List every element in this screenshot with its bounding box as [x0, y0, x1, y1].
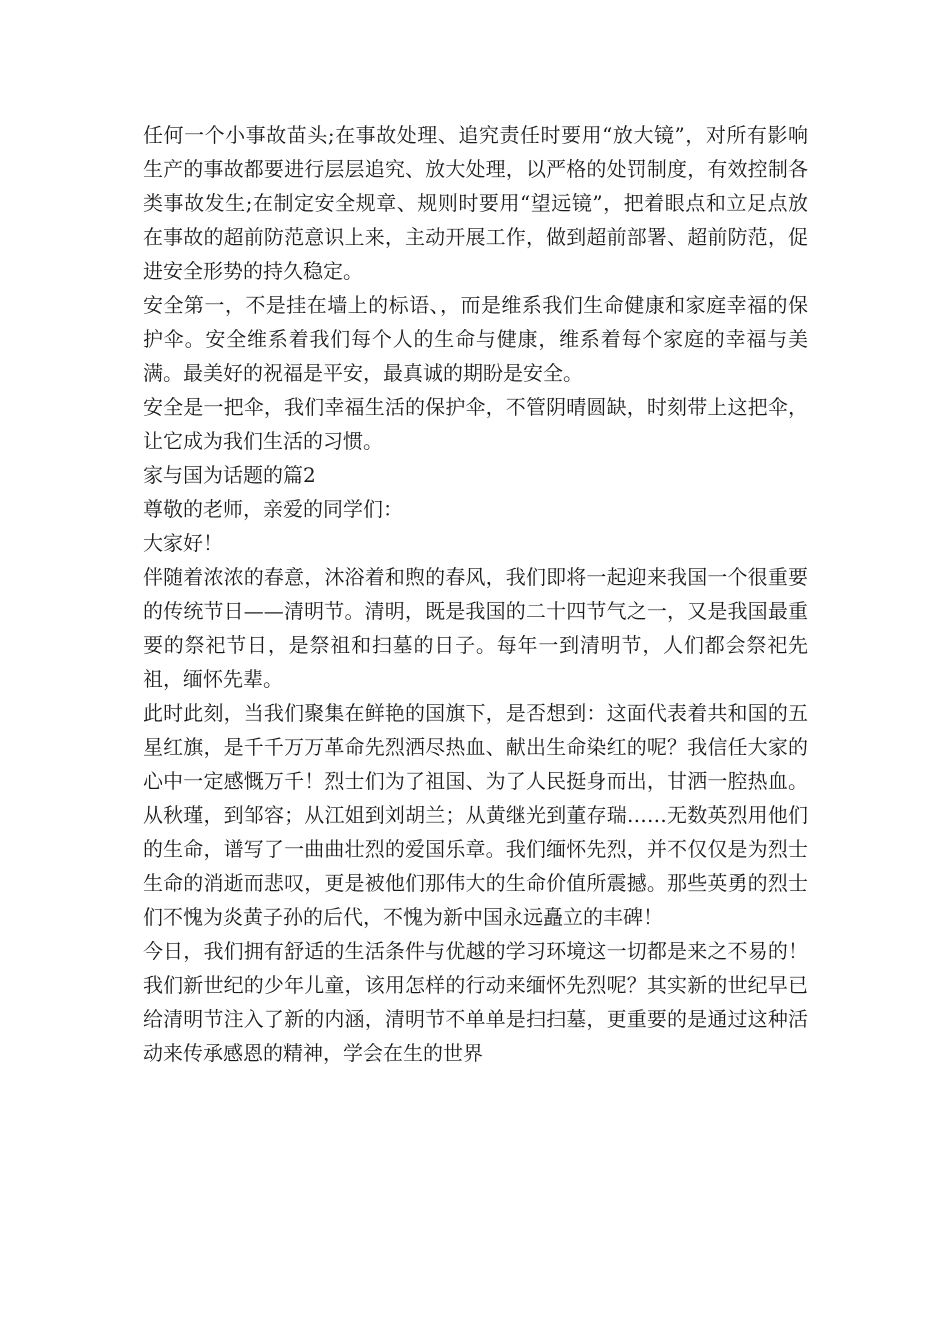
greeting: 大家好！ — [143, 531, 223, 555]
paragraph-safety-first: 安全第一，不是挂在墙上的标语、，而是维系我们生命健康和家庭幸福的保护伞。安全维系着我们每个人的生命与健康，维系着每个家庭的幸福与美满。最美好的祝福是平安，最真诚的期盼是安全。 — [143, 293, 808, 385]
paragraph-safety-tools: 任何一个小事故苗头;在事故处理、追究责任时要用“放大镜”，对所有影响生产的事故都要进行层层追究、放大处理，以严格的处罚制度，有效控制各类事故发生;在制定安全规章、规则时要用“望远镜”，把着眼点和立足点放在事故的超前防范意识上来，主动开展工作，做到超前部署、超前防范，促进安全形势的持久稳定。 — [143, 123, 808, 283]
salutation: 尊敬的老师，亲爱的同学们： — [143, 497, 403, 521]
paragraph-today: 今日，我们拥有舒适的生活条件与优越的学习环境这一切都是来之不易的！我们新世纪的少年儿童，该用怎样的行动来缅怀先烈呢？其实新的世纪早已给清明节注入了新的内涵，清明节不单单是扫扫墓，更重要的是通过这种活动来传承感恩的精神，学会在生的世界 — [143, 939, 808, 1065]
paragraph-qingming-intro: 伴随着浓浓的春意，沐浴着和煦的春风，我们即将一起迎来我国一个很重要的传统节日——清明节。清明，既是我国的二十四节气之一，又是我国最重要的祭祀节日，是祭祖和扫墓的日子。每年一到清明节，人们都会祭祀先祖，缅怀先辈。 — [143, 565, 808, 691]
paragraph-safety-umbrella: 安全是一把伞，我们幸福生活的保护伞，不管阴晴圆缺，时刻带上这把伞，让它成为我们生活的习惯。 — [143, 395, 808, 453]
document-page — [143, 118, 808, 1070]
paragraph-martyrs: 此时此刻，当我们聚集在鲜艳的国旗下，是否想到：这面代表着共和国的五星红旗，是千千万万革命先烈洒尽热血、献出生命染红的呢？我信任大家的心中一定感慨万千！烈士们为了祖国、为了人民挺身而出，甘洒一腔热血。从秋瑾，到邹容；从江姐到刘胡兰；从黄继光到董存瑞……无数英烈用他们的生命，谱写了一曲曲壮烈的爱国乐章。我们缅怀先烈，并不仅仅是为烈士生命的消逝而悲叹，更是被他们那伟大的生命价值所震撼。那些英勇的烈士们不愧为炎黄子孙的后代，不愧为新中国永远矗立的丰碑！ — [143, 701, 808, 929]
section-heading: 家与国为话题的篇2 — [143, 463, 316, 487]
